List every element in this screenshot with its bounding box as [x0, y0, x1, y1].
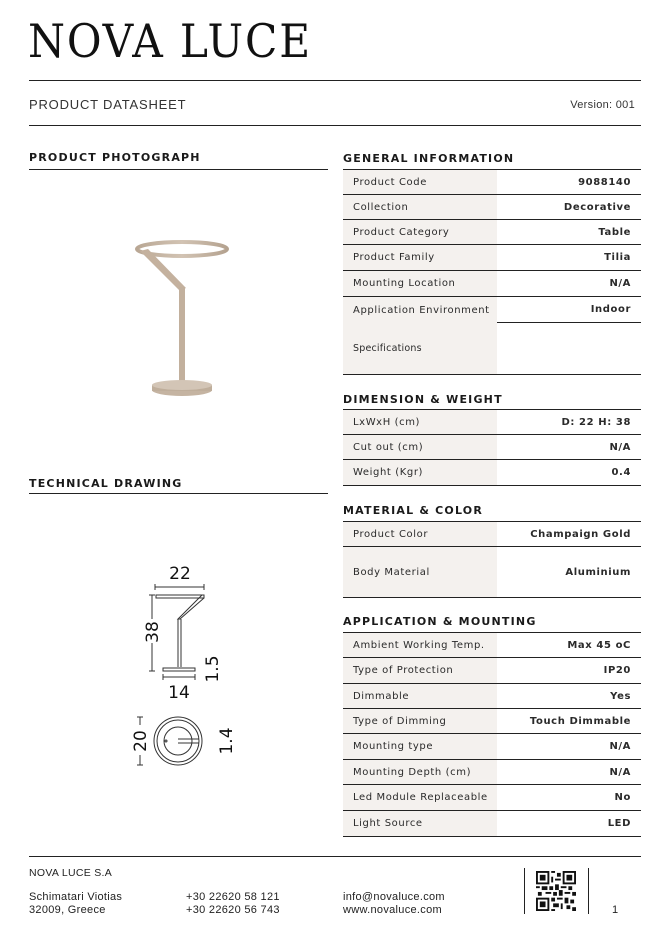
table-row: [343, 435, 641, 460]
application-mounting-title: APPLICATION & MOUNTING: [343, 615, 537, 628]
table-row: [343, 410, 641, 435]
document-title: PRODUCT DATASHEET: [29, 97, 187, 112]
row-label: Product Category: [343, 220, 497, 244]
product-photo: [120, 225, 245, 405]
table-row: [343, 170, 641, 195]
table-row: [343, 460, 641, 486]
row-label: Specifications: [343, 323, 497, 374]
table-row: [343, 195, 641, 220]
row-value: Max 45 oC: [567, 639, 631, 651]
table-row: [343, 658, 641, 684]
row-value: N/A: [609, 741, 631, 752]
row-label: Mounting Location: [343, 271, 497, 296]
footer-address-line1: Schimatari Viotias: [29, 891, 123, 903]
qr-code-icon[interactable]: [536, 871, 576, 911]
row-value: [497, 323, 641, 374]
dim-top-view-diameter: 20: [131, 730, 151, 752]
table-row: [343, 245, 641, 271]
page-number: 1: [612, 904, 619, 916]
row-label: Application Environment: [343, 297, 497, 323]
row-value: Indoor: [497, 297, 641, 323]
technical-drawing: [120, 555, 270, 780]
dim-base-width: 14: [168, 683, 190, 703]
footer-website[interactable]: www.novaluce.com: [343, 904, 442, 916]
row-value: D: 22 H: 38: [561, 416, 631, 428]
table-row: [343, 522, 641, 547]
dim-ring-thickness: 1.4: [217, 727, 237, 755]
row-value: 9088140: [578, 176, 631, 188]
row-value: N/A: [609, 441, 631, 453]
row-label: Light Source: [343, 811, 497, 836]
dim-height: 38: [143, 621, 163, 643]
row-label: Mounting Depth (cm): [343, 760, 497, 784]
table-row: [343, 760, 641, 785]
row-label: Product Code: [343, 170, 497, 194]
table-row: [343, 709, 641, 734]
row-value: N/A: [609, 766, 631, 778]
row-label: Body Material: [343, 547, 497, 597]
header-top-divider: [29, 80, 641, 81]
dimension-weight-title: DIMENSION & WEIGHT: [343, 393, 503, 406]
table-row: [343, 785, 641, 811]
row-label: Weight (Kgr): [343, 460, 497, 485]
application-mounting-table: [343, 632, 641, 837]
table-row: [343, 323, 641, 375]
table-row: [343, 811, 641, 837]
table-row: [343, 633, 641, 658]
row-value: Table: [598, 226, 631, 238]
table-row: [343, 297, 641, 323]
row-value: LED: [607, 818, 631, 829]
dimension-weight-table: [343, 409, 641, 486]
row-value: 0.4: [611, 467, 631, 478]
general-information-table: [343, 169, 641, 375]
row-value: IP20: [603, 665, 631, 676]
row-value: Tilia: [604, 252, 631, 263]
photo-section-divider: [29, 169, 328, 170]
row-value: Decorative: [563, 201, 631, 213]
row-label: Collection: [343, 195, 497, 219]
table-row: [343, 734, 641, 760]
header-bottom-divider: [29, 125, 641, 126]
footer-vertical-divider: [524, 868, 525, 914]
dim-width-top: 22: [169, 564, 191, 584]
footer-address-line2: 32009, Greece: [29, 904, 106, 916]
row-label: Ambient Working Temp.: [343, 633, 497, 657]
table-row: [343, 271, 641, 297]
row-label: Led Module Replaceable: [343, 785, 497, 810]
row-label: Type of Protection: [343, 658, 497, 683]
row-label: Type of Dimming: [343, 709, 497, 733]
row-label: Dimmable: [343, 684, 497, 708]
drawing-section-divider: [29, 493, 328, 494]
row-label: Mounting type: [343, 734, 497, 759]
product-photograph-title: PRODUCT PHOTOGRAPH: [29, 151, 201, 164]
footer-phone1: +30 22620 58 121: [186, 891, 280, 903]
brand-logo: NOVA LUCE: [28, 14, 312, 68]
footer-phone2: +30 22620 56 743: [186, 904, 280, 916]
row-value: Touch Dimmable: [529, 715, 631, 727]
table-row: [343, 220, 641, 245]
footer-divider: [29, 856, 641, 857]
row-label: LxWxH (cm): [343, 410, 497, 434]
row-value: Champaign Gold: [530, 528, 631, 540]
table-row: [343, 684, 641, 709]
version-label: Version: 001: [570, 99, 635, 111]
lamp-stem: [179, 287, 185, 385]
row-label: Product Color: [343, 522, 497, 546]
row-label: Product Family: [343, 245, 497, 270]
row-value: No: [614, 792, 631, 803]
material-color-title: MATERIAL & COLOR: [343, 504, 484, 517]
footer-company: NOVA LUCE S.A: [29, 867, 113, 879]
row-value: N/A: [609, 278, 631, 289]
row-value: Yes: [610, 690, 631, 702]
table-row: [343, 547, 641, 598]
footer-vertical-divider: [588, 868, 589, 914]
row-label: Cut out (cm): [343, 435, 497, 459]
material-color-table: [343, 521, 641, 598]
dim-base-height: 1.5: [203, 655, 223, 683]
row-value: Aluminium: [565, 566, 631, 578]
technical-drawing-title: TECHNICAL DRAWING: [29, 477, 183, 490]
footer-email[interactable]: info@novaluce.com: [343, 891, 445, 903]
general-information-title: GENERAL INFORMATION: [343, 152, 515, 165]
